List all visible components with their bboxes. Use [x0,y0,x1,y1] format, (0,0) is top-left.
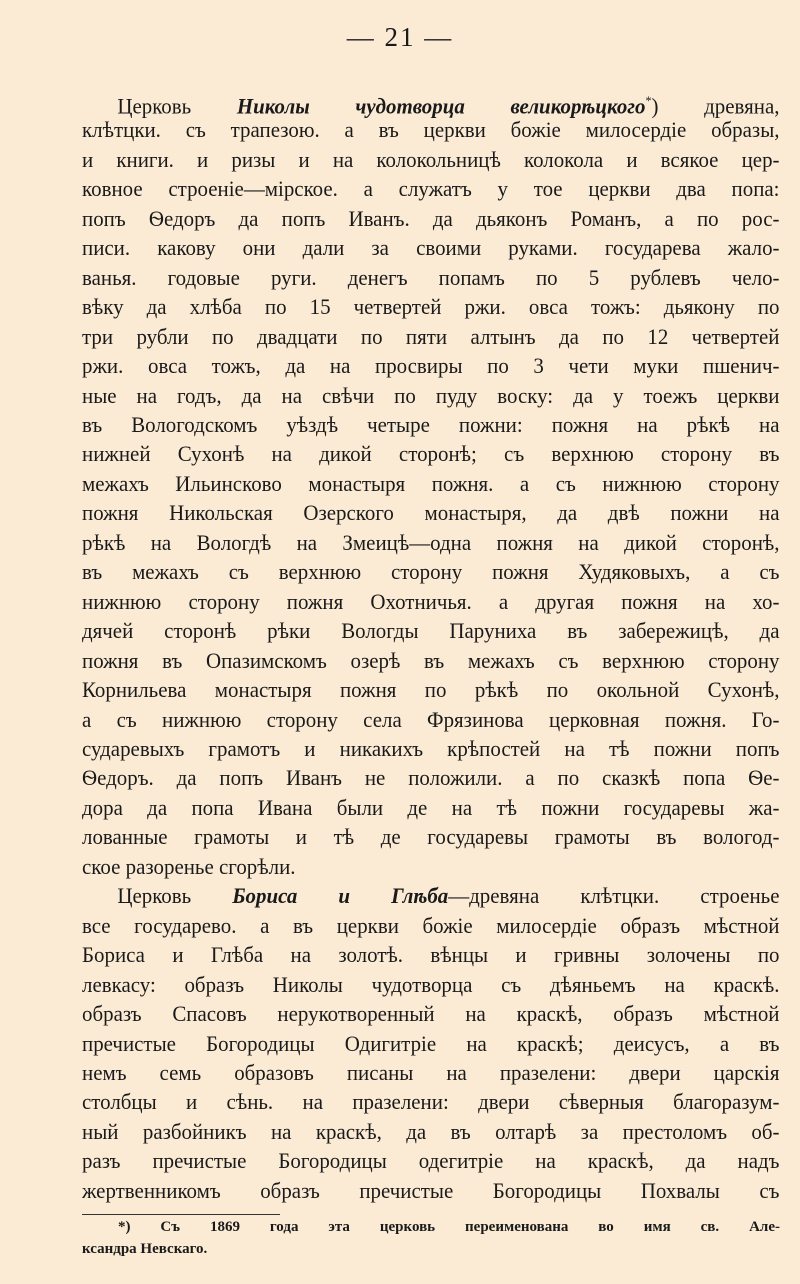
text-line: лованные грамоты и тѣ де государевы грамоты въ вологод- [82,824,780,850]
text-line: три рубли по двадцати по пяти алтынъ да по 12 четвертей [82,323,780,349]
church-name: Николы чудотворца великорѣцкого [236,93,646,119]
text-line: немъ семь образовъ писаны на празелени: двери царскія [82,1059,780,1085]
text-line: Ѳедоръ. да попъ Иванъ не положили. а по сказкѣ попа Ѳе- [82,765,780,791]
text-line: ское разоренье сгорѣли. [82,853,296,879]
text-segment: Церковь [117,883,233,909]
page-number: — 21 — [346,22,454,52]
text-line: писи. какову они дали за своими руками. государева жало- [82,235,780,261]
text-line: нижней Сухонѣ на дикой сторонѣ; съ верхнюю сторону въ [82,441,780,467]
text-line: нижнюю сторону пожня Охотничья. а другая пожня на хо- [82,588,780,614]
text-line: въ Вологодскомъ уѣздѣ четыре пожни: пожня на рѣкѣ на [82,411,780,437]
text-line: пречистые Богородицы Одигитріе на краскѣ; деисусъ, а въ [82,1030,780,1056]
text-line: вѣку да хлѣба по 15 четвертей ржи. овса тожъ: дьякону по [82,294,780,320]
text-line [82,881,780,910]
text-line: сударевыхъ грамотъ и никакихъ крѣпостей на тѣ пожни попъ [82,735,780,761]
text-line: ванья. годовые руги. денегъ попамъ по 5 рублевъ чело- [82,264,780,290]
text-line: ные на годъ, да на свѣчи по пуду воску: да у тоежъ церкви [82,382,780,408]
text-line [82,86,780,119]
text-line: Корнильева монастыря пожня по рѣкѣ по окольной Сухонѣ, [82,677,780,703]
text-line: ный разбойникъ на краскѣ, да въ олтарѣ за престоломъ об- [82,1118,780,1144]
paragraph [82,86,780,881]
text-line: а съ нижнюю сторону села Фрязинова церковная пожня. Го- [82,706,780,732]
text-line: пожня Никольская Озерского монастыря, да двѣ пожни на [82,500,780,526]
paragraph [82,881,780,1205]
text-line: пожня въ Опазимскомъ озерѣ въ межахъ съ верхнюю сторону [82,647,780,673]
church-name: Бориса и Глѣба [232,883,449,909]
footnote [82,1216,780,1260]
body-text [82,86,780,1205]
text-line: и книги. и ризы и на колокольницѣ колокола и всякое цер- [82,146,780,172]
footnote-line: ксандра Невскаго. [82,1241,208,1257]
text-line: жертвенникомъ образъ пречистые Богородицы Похвалы съ [82,1177,780,1203]
footnote-divider [82,1214,280,1215]
text-line: ковное строеніе—мірское. а служатъ у тое церкви два попа: [82,176,780,202]
text-line: столбцы и сѣнь. на празелени: двери сѣверныя благоразум- [82,1089,780,1115]
text-line: клѣтцки. съ трапезою. а въ церкви божіе милосердіе образы, [82,117,780,143]
footnote-line: *) Съ 1869 года эта церковь переименована во имя св. Але- [118,1219,780,1235]
footnote-marker: * [645,93,652,108]
text-line: межахъ Ильинсково монастыря пожня. а съ нижнюю сторону [82,470,780,496]
text-segment: —древяна клѣтцки. строенье [448,883,780,909]
text-segment: Церковь [117,93,237,119]
text-line: все государево. а въ церкви божіе милосердіе образъ мѣстной [82,912,780,938]
text-segment: ) древяна, [651,93,780,119]
text-line: левкасу: образъ Николы чудотворца съ дѣяньемъ на краскѣ. [82,971,780,997]
text-line: рѣкѣ на Вологдѣ на Змеицѣ—одна пожня на дикой сторонѣ, [82,529,780,555]
text-line: разъ пречистые Богородицы одегитріе на краскѣ, да надъ [82,1148,780,1174]
text-line: дячей сторонѣ рѣки Вологды Паруниха въ забережицѣ, да [82,618,780,644]
text-line: попъ Ѳедоръ да попъ Иванъ. да дьяконъ Романъ, а по рос- [82,205,780,231]
text-line: Бориса и Глѣба на золотѣ. вѣнцы и гривны золочены по [82,942,780,968]
text-line: въ межахъ съ верхнюю сторону пожня Худяковыхъ, а съ [82,559,780,585]
text-line: дора да попа Ивана были де на тѣ пожни государевы жа- [82,794,780,820]
text-line: образъ Спасовъ нерукотворенный на краскѣ, образъ мѣстной [82,1001,780,1027]
text-line: ржи. овса тожъ, да на просвиры по 3 чети муки пшенич- [82,353,780,379]
